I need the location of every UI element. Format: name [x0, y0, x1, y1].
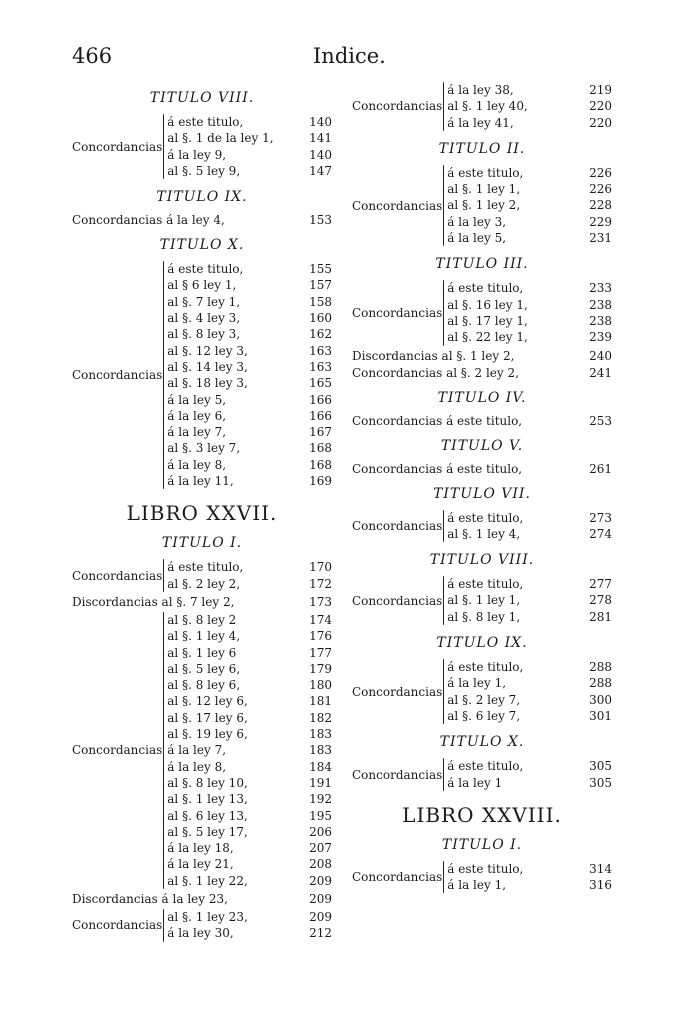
- index-entry: [447, 214, 612, 230]
- index-entry: [72, 213, 332, 227]
- entry-text: á este titulo,: [447, 577, 524, 592]
- index-entry: [72, 595, 332, 609]
- entry-text: á la ley 1,: [447, 676, 507, 691]
- group-label: Concordancias: [352, 593, 443, 608]
- group-label: Concordancias: [72, 368, 163, 383]
- brace-line: [443, 576, 444, 625]
- entry-page: 153: [309, 213, 332, 228]
- entry-text: á este titulo,: [167, 262, 244, 277]
- group-items: [447, 576, 612, 625]
- group-label: Concordancias: [352, 870, 443, 885]
- section-title: TITULO X.: [159, 237, 245, 254]
- index-entry: [447, 115, 612, 131]
- group-label: Concordancias: [352, 99, 443, 114]
- index-entry: [447, 708, 612, 724]
- brace-line: [443, 510, 444, 543]
- section-title: TITULO VII.: [433, 485, 531, 502]
- brace-line: [163, 909, 164, 942]
- group-label: Concordancias: [352, 767, 443, 782]
- index-entry: [72, 892, 332, 906]
- group-items: [447, 280, 612, 345]
- index-entry: [167, 726, 332, 742]
- concordance-group: [352, 576, 612, 625]
- index-entry: [447, 98, 612, 114]
- index-entry: [167, 759, 332, 775]
- index-entry: [167, 130, 332, 146]
- entry-text: á este titulo,: [447, 861, 524, 876]
- index-entry: [167, 375, 332, 391]
- group-items: [167, 559, 332, 592]
- entry-text: á la ley 7,: [167, 425, 227, 440]
- index-entry: [447, 82, 612, 98]
- brace-line: [443, 280, 444, 345]
- concordance-group: [352, 510, 612, 543]
- entry-page: 180: [309, 678, 332, 693]
- entry-text: al §. 12 ley 3,: [167, 343, 248, 358]
- index-entry: [167, 473, 332, 489]
- group-label: Concordancias: [72, 918, 163, 933]
- entry-page: 160: [309, 311, 332, 326]
- entry-text: al §. 1 ley 4,: [167, 629, 241, 644]
- index-entry: [352, 414, 612, 428]
- entry-page: 163: [309, 343, 332, 358]
- index-entry: [447, 659, 612, 675]
- entry-text: á la ley 1: [447, 775, 503, 790]
- entry-page: 141: [309, 131, 332, 146]
- entry-page: 179: [309, 661, 332, 676]
- entry-page: 277: [589, 577, 612, 592]
- group-items: [167, 612, 332, 889]
- entry-page: 182: [309, 710, 332, 725]
- concordance-group: [352, 82, 612, 131]
- entry-text: al §. 4 ley 3,: [167, 311, 241, 326]
- entry-text: al §. 1 ley 23,: [167, 909, 248, 924]
- entry-text: al §. 1 ley 40,: [447, 99, 528, 114]
- index-entry: [167, 628, 332, 644]
- index-entry: [167, 856, 332, 872]
- entry-text: al §. 6 ley 13,: [167, 808, 248, 823]
- entry-page: 208: [309, 857, 332, 872]
- entry-page: 183: [309, 727, 332, 742]
- index-entry: [167, 873, 332, 889]
- index-entry: [352, 349, 612, 363]
- entry-page: 288: [589, 660, 612, 675]
- section-title: TITULO X.: [439, 734, 525, 751]
- entry-text: al §. 8 ley 6,: [167, 678, 241, 693]
- entry-page: 226: [589, 182, 612, 197]
- section-title: TITULO IX.: [436, 635, 528, 652]
- entry-text: al §. 17 ley 6,: [167, 710, 248, 725]
- index-entry: [167, 645, 332, 661]
- index-entry: [447, 280, 612, 296]
- index-entry: [167, 261, 332, 277]
- entry-text: al §. 14 ley 3,: [167, 359, 248, 374]
- entry-text: Concordancias al §. 2 ley 2,: [352, 365, 519, 380]
- entry-page: 170: [309, 560, 332, 575]
- index-entry: [167, 710, 332, 726]
- entry-page: 239: [589, 330, 612, 345]
- entry-page: 212: [309, 926, 332, 941]
- group-items: [447, 758, 612, 791]
- index-entry: [167, 163, 332, 179]
- group-items: [447, 165, 612, 246]
- entry-page: 174: [309, 612, 332, 627]
- index-entry: [167, 147, 332, 163]
- section-title: TITULO IX.: [156, 189, 248, 206]
- index-entry: [447, 526, 612, 542]
- entry-page: 207: [309, 841, 332, 856]
- entry-text: al §. 8 ley 10,: [167, 775, 248, 790]
- index-entry: [352, 366, 612, 380]
- entry-page: 300: [589, 692, 612, 707]
- entry-text: al §. 16 ley 1,: [447, 297, 528, 312]
- entry-text: á la ley 8,: [167, 457, 227, 472]
- group-label: Concordancias: [72, 568, 163, 583]
- section-title: TITULO VIII.: [149, 90, 255, 106]
- entry-page: 261: [589, 461, 612, 476]
- entry-page: 231: [589, 231, 612, 246]
- index-entry: [447, 165, 612, 181]
- entry-text: al §. 7 ley 1,: [167, 294, 241, 309]
- entry-text: á la ley 1,: [447, 878, 507, 893]
- index-entry: [167, 775, 332, 791]
- group-items: [167, 114, 332, 179]
- section-title: TITULO VIII.: [429, 552, 535, 569]
- entry-page: 176: [309, 629, 332, 644]
- entry-text: al §. 1 ley 4,: [447, 526, 521, 541]
- brace-line: [443, 659, 444, 724]
- brace-line: [443, 82, 444, 131]
- index-entry: [167, 559, 332, 575]
- entry-page: 228: [589, 198, 612, 213]
- index-entry: [167, 791, 332, 807]
- entry-text: al §. 5 ley 17,: [167, 824, 248, 839]
- entry-text: al §. 1 ley 1,: [447, 593, 521, 608]
- section-title: TITULO IV.: [437, 389, 527, 406]
- entry-text: al §. 1 ley 22,: [167, 873, 248, 888]
- group-label: Concordancias: [72, 139, 163, 154]
- entry-text: al §. 2 ley 2,: [167, 576, 241, 591]
- entry-page: 184: [309, 759, 332, 774]
- group-items: [447, 861, 612, 894]
- entry-text: al §. 2 ley 7,: [447, 692, 521, 707]
- index-entry: [167, 424, 332, 440]
- index-entry: [167, 576, 332, 592]
- entry-text: al §. 8 ley 1,: [447, 609, 521, 624]
- index-entry: [167, 440, 332, 456]
- index-entry: [447, 758, 612, 774]
- brace-line: [163, 612, 164, 889]
- entry-text: al §. 5 ley 9,: [167, 163, 241, 178]
- entry-text: al §. 3 ley 7,: [167, 441, 241, 456]
- entry-text: al §. 1 ley 2,: [447, 198, 521, 213]
- entry-text: al §. 1 ley 6: [167, 645, 237, 660]
- index-entry: [447, 576, 612, 592]
- entry-text: á este titulo,: [447, 759, 524, 774]
- brace-line: [443, 861, 444, 894]
- entry-text: á la ley 30,: [167, 926, 234, 941]
- entry-page: 314: [589, 861, 612, 876]
- entry-page: 220: [589, 99, 612, 114]
- entry-text: al §. 1 de la ley 1,: [167, 131, 274, 146]
- entry-text: á este titulo,: [447, 510, 524, 525]
- index-entry: [167, 457, 332, 473]
- entry-page: 191: [309, 775, 332, 790]
- entry-page: 233: [589, 281, 612, 296]
- index-entry: [447, 861, 612, 877]
- entry-page: 305: [589, 759, 612, 774]
- right-column: [352, 80, 612, 895]
- index-entry: [167, 742, 332, 758]
- page-number: 466: [72, 44, 113, 68]
- entry-text: á la ley 7,: [167, 743, 227, 758]
- entry-page: 288: [589, 676, 612, 691]
- index-entry: [447, 510, 612, 526]
- entry-text: al §. 12 ley 6,: [167, 694, 248, 709]
- entry-page: 155: [309, 262, 332, 277]
- entry-text: al §. 1 ley 1,: [447, 182, 521, 197]
- entry-page: 241: [589, 365, 612, 380]
- entry-text: Discordancias á la ley 23,: [72, 891, 228, 906]
- entry-page: 240: [589, 348, 612, 363]
- brace-line: [163, 261, 164, 489]
- brace-line: [163, 559, 164, 592]
- entry-text: Discordancias al §. 7 ley 2,: [72, 594, 235, 609]
- index-entry: [447, 609, 612, 625]
- entry-text: á este titulo,: [167, 115, 244, 129]
- index-entry: [167, 310, 332, 326]
- left-column: [72, 80, 332, 944]
- entry-text: á la ley 38,: [447, 83, 514, 97]
- entry-page: 163: [309, 359, 332, 374]
- entry-page: 253: [589, 413, 612, 428]
- index-entry: [447, 297, 612, 313]
- index-entry: [447, 775, 612, 791]
- entry-page: 209: [309, 909, 332, 924]
- index-entry: [167, 677, 332, 693]
- group-label: Concordancias: [352, 198, 443, 213]
- book-heading: LIBRO XXVII.: [126, 501, 278, 526]
- group-label: Concordancias: [352, 305, 443, 320]
- index-entry: [167, 359, 332, 375]
- group-items: [447, 510, 612, 543]
- group-items: [447, 82, 612, 131]
- running-title: Indice.: [313, 44, 386, 68]
- group-label: Concordancias: [72, 743, 163, 758]
- concordance-group: [352, 659, 612, 724]
- entry-page: 305: [589, 775, 612, 790]
- entry-page: 209: [309, 873, 332, 888]
- concordance-group: [72, 114, 332, 179]
- entry-text: al §. 22 ley 1,: [447, 330, 528, 345]
- section-title: TITULO I.: [161, 535, 243, 552]
- entry-page: 173: [309, 594, 332, 609]
- index-entry: [447, 313, 612, 329]
- index-entry: [167, 808, 332, 824]
- entry-text: al §. 6 ley 7,: [447, 708, 521, 723]
- entry-text: al § 6 ley 1,: [167, 278, 237, 293]
- entry-page: 157: [309, 278, 332, 293]
- entry-page: 147: [309, 163, 332, 178]
- index-entry: [447, 592, 612, 608]
- entry-page: 273: [589, 510, 612, 525]
- entry-page: 192: [309, 792, 332, 807]
- group-label: Concordancias: [352, 518, 443, 533]
- entry-page: 158: [309, 294, 332, 309]
- group-label: Concordancias: [352, 684, 443, 699]
- index-entry: [167, 294, 332, 310]
- concordance-group: [352, 280, 612, 345]
- entry-page: 219: [589, 83, 612, 97]
- entry-page: 169: [309, 474, 332, 489]
- entry-text: á la ley 41,: [447, 115, 514, 130]
- entry-text: á este titulo,: [447, 165, 524, 180]
- entry-text: á la ley 9,: [167, 147, 227, 162]
- index-entry: [167, 408, 332, 424]
- section-title: TITULO V.: [440, 437, 524, 454]
- entry-page: 209: [309, 891, 332, 906]
- index-entry: [167, 824, 332, 840]
- concordance-group: [352, 165, 612, 246]
- entry-page: 166: [309, 392, 332, 407]
- brace-line: [163, 114, 164, 179]
- entry-text: Concordancias á este titulo,: [352, 413, 523, 428]
- entry-page: 165: [309, 376, 332, 391]
- entry-text: á la ley 8,: [167, 759, 227, 774]
- entry-page: 177: [309, 645, 332, 660]
- index-entry: [447, 692, 612, 708]
- group-items: [167, 261, 332, 489]
- index-entry: [447, 877, 612, 893]
- entry-text: Concordancias á la ley 4,: [72, 213, 225, 228]
- entry-text: á la ley 3,: [447, 214, 507, 229]
- entry-text: al §. 17 ley 1,: [447, 313, 528, 328]
- index-entry: [167, 693, 332, 709]
- entry-page: 168: [309, 457, 332, 472]
- entry-page: 172: [309, 576, 332, 591]
- concordance-group: [352, 758, 612, 791]
- index-entry: [447, 181, 612, 197]
- entry-text: á este titulo,: [447, 281, 524, 296]
- entry-text: á la ley 21,: [167, 857, 234, 872]
- entry-text: Discordancias al §. 1 ley 2,: [352, 348, 515, 363]
- entry-page: 206: [309, 824, 332, 839]
- entry-text: al §. 18 ley 3,: [167, 376, 248, 391]
- brace-line: [443, 165, 444, 246]
- entry-text: al §. 8 ley 3,: [167, 327, 241, 342]
- index-entry: [447, 197, 612, 213]
- concordance-group: [72, 261, 332, 489]
- entry-text: al §. 1 ley 13,: [167, 792, 248, 807]
- index-entry: [167, 840, 332, 856]
- concordance-group: [72, 612, 332, 889]
- index-entry: [167, 909, 332, 925]
- index-entry: [447, 675, 612, 691]
- entry-page: 226: [589, 165, 612, 180]
- entry-page: 220: [589, 115, 612, 130]
- entry-page: 167: [309, 425, 332, 440]
- entry-text: á este titulo,: [167, 560, 244, 575]
- entry-page: 181: [309, 694, 332, 709]
- entry-page: 229: [589, 214, 612, 229]
- entry-text: al §. 19 ley 6,: [167, 727, 248, 742]
- concordance-group: [72, 909, 332, 942]
- section-title: TITULO III.: [435, 256, 529, 273]
- entry-page: 183: [309, 743, 332, 758]
- entry-text: Concordancias á este titulo,: [352, 461, 523, 476]
- index-entry: [167, 114, 332, 130]
- entry-text: al §. 8 ley 2: [167, 612, 237, 627]
- concordance-group: [352, 861, 612, 894]
- entry-page: 281: [589, 609, 612, 624]
- entry-page: 195: [309, 808, 332, 823]
- entry-text: á la ley 5,: [447, 231, 507, 246]
- entry-page: 301: [589, 708, 612, 723]
- entry-page: 140: [309, 147, 332, 162]
- index-entry: [447, 329, 612, 345]
- index-entry: [352, 462, 612, 476]
- index-entry: [447, 230, 612, 246]
- entry-page: 274: [589, 526, 612, 541]
- entry-text: á la ley 5,: [167, 392, 227, 407]
- entry-page: 166: [309, 408, 332, 423]
- group-items: [447, 659, 612, 724]
- index-entry: [167, 343, 332, 359]
- entry-text: á la ley 18,: [167, 841, 234, 856]
- entry-page: 140: [309, 115, 332, 129]
- group-items: [167, 909, 332, 942]
- brace-line: [443, 758, 444, 791]
- index-entry: [167, 326, 332, 342]
- concordance-group: [72, 559, 332, 592]
- entry-page: 168: [309, 441, 332, 456]
- entry-text: al §. 5 ley 6,: [167, 661, 241, 676]
- book-heading: LIBRO XXVIII.: [402, 802, 562, 827]
- entry-page: 162: [309, 327, 332, 342]
- entry-page: 278: [589, 593, 612, 608]
- entry-text: á la ley 11,: [167, 474, 234, 489]
- entry-text: á este titulo,: [447, 660, 524, 675]
- entry-page: 238: [589, 313, 612, 328]
- index-entry: [167, 612, 332, 628]
- index-entry: [167, 392, 332, 408]
- section-title: TITULO I.: [441, 836, 523, 853]
- entry-page: 238: [589, 297, 612, 312]
- index-entry: [167, 277, 332, 293]
- entry-text: á la ley 6,: [167, 408, 227, 423]
- index-entry: [167, 925, 332, 941]
- section-title: TITULO II.: [438, 140, 526, 157]
- index-entry: [167, 661, 332, 677]
- entry-page: 316: [589, 878, 612, 893]
